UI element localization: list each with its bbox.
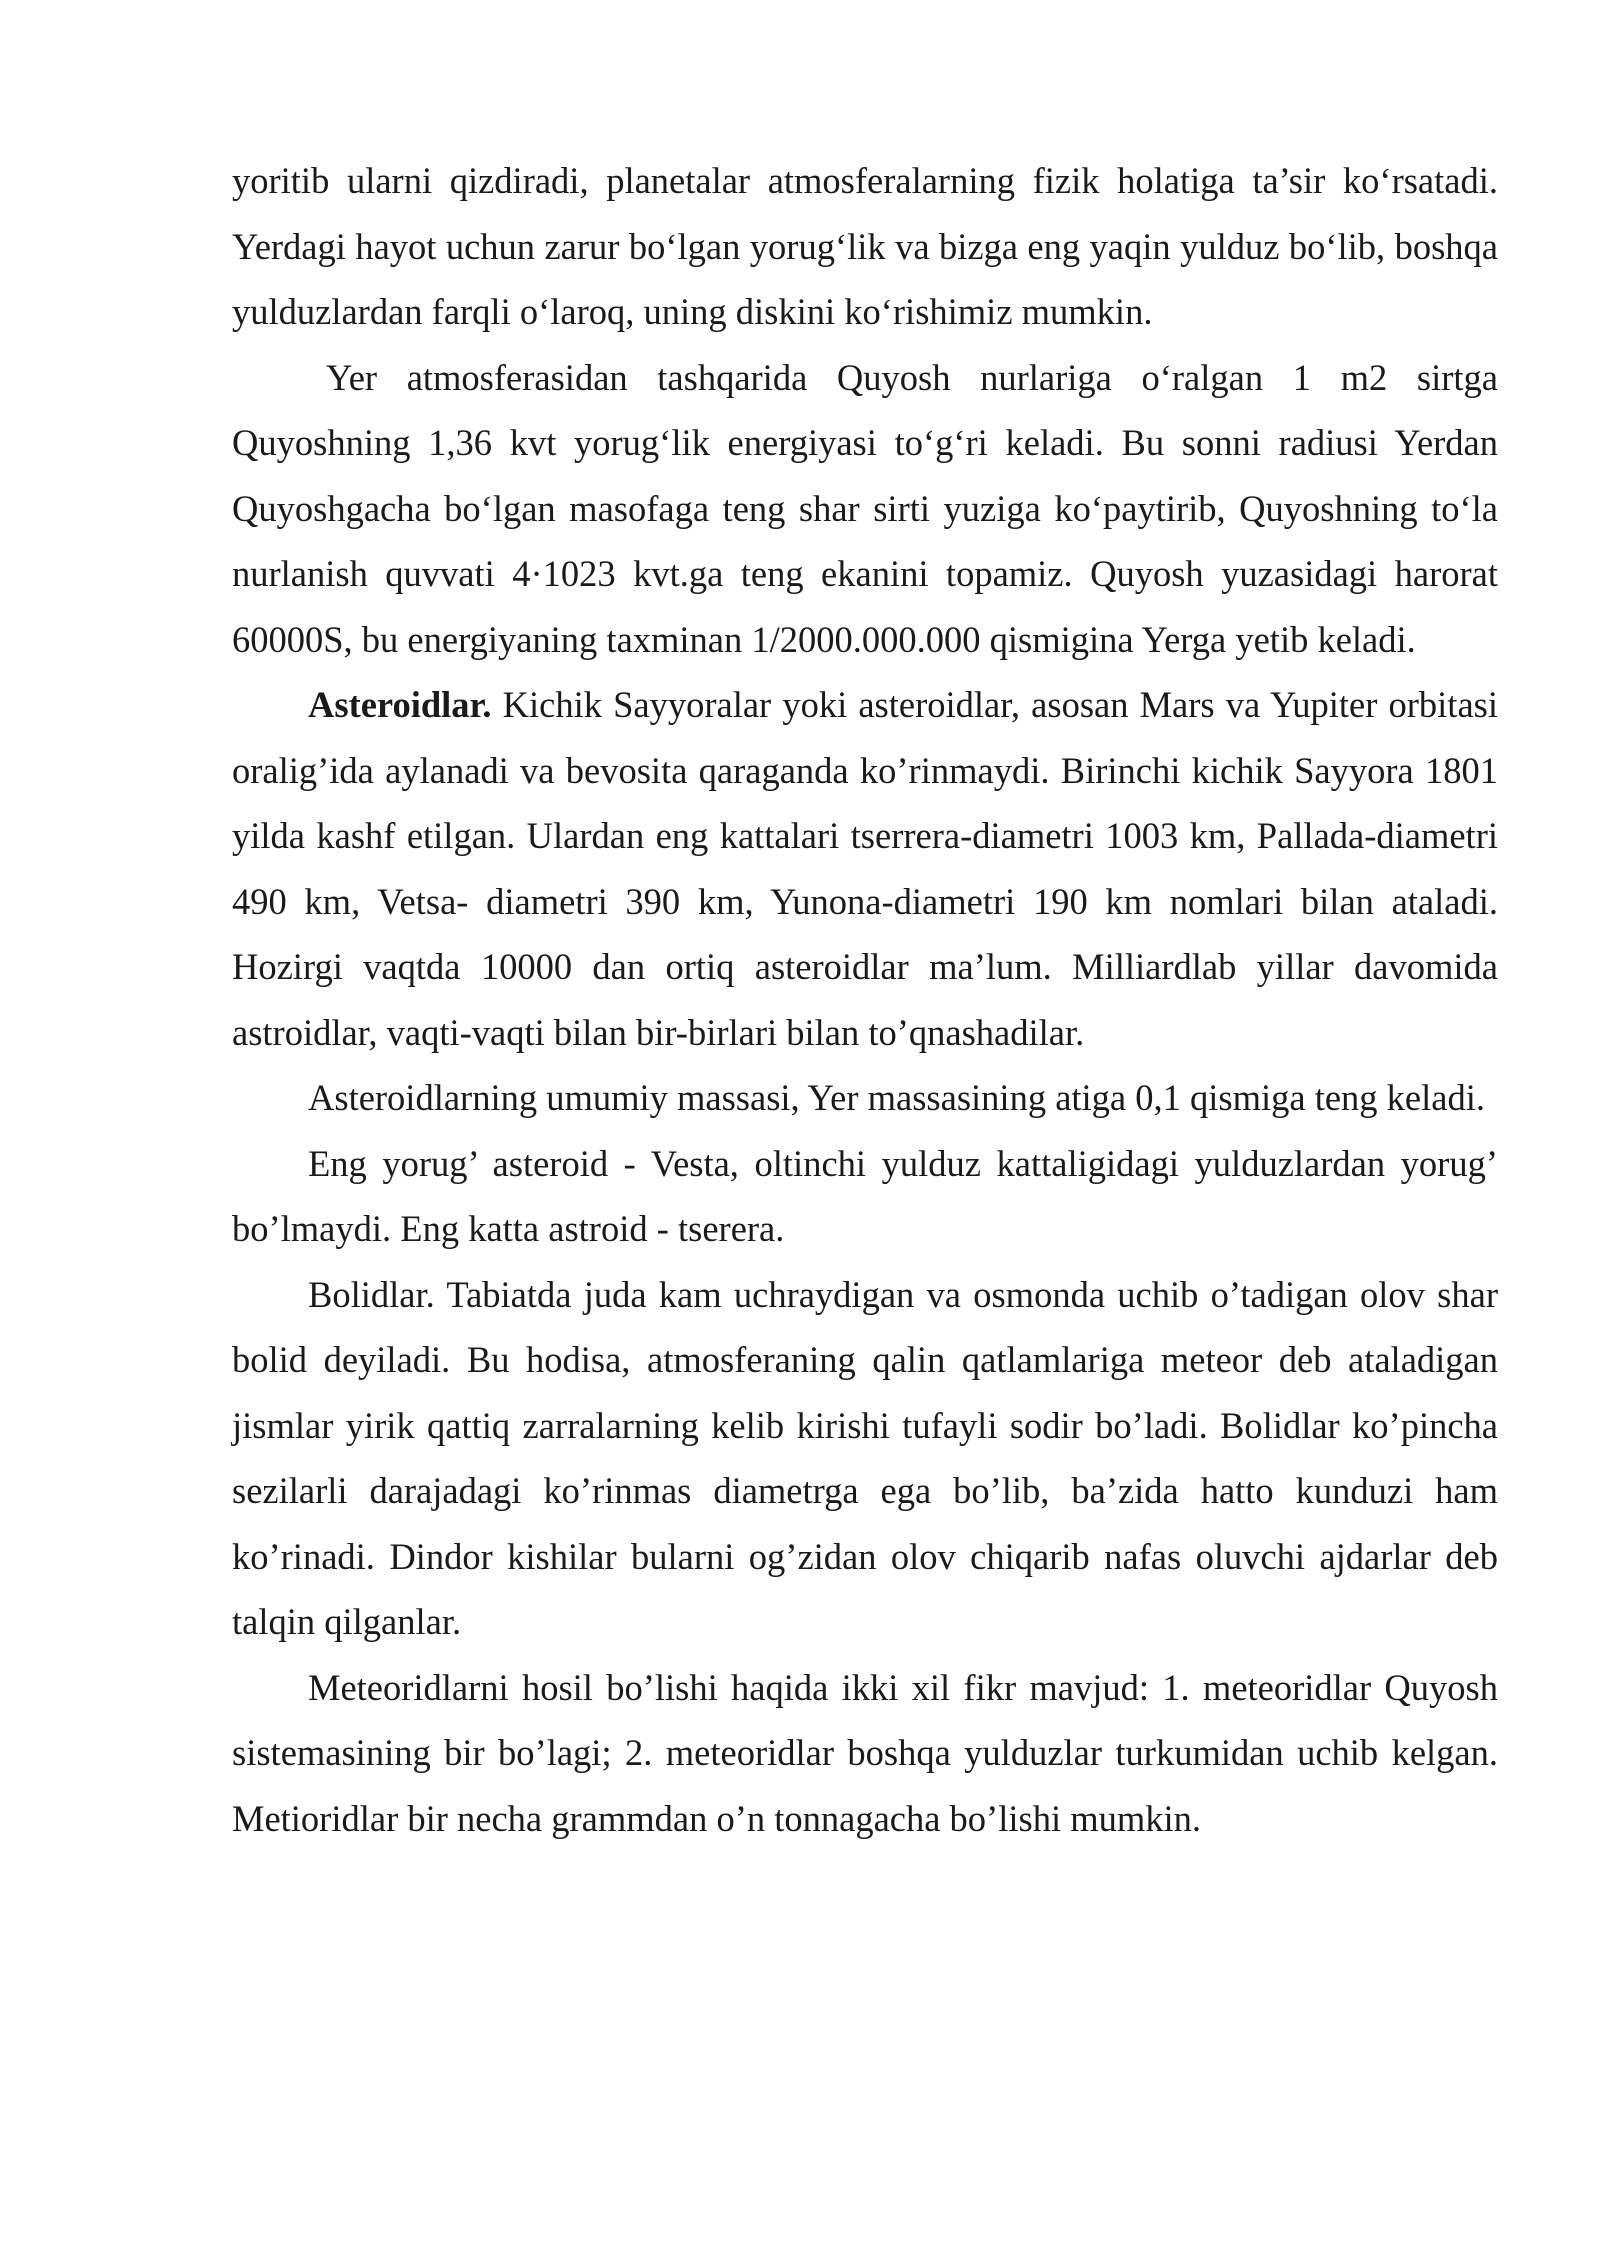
document-text-body xyxy=(232,148,1498,1851)
paragraph-asteroids xyxy=(232,672,1498,1065)
paragraph-bolides: Bolidlar. Tabiatda juda kam uchraydigan va osmonda uchib o’tadigan olov shar bolid deyiladi. Bu hodisa, atmosferaning qalin qatlamlariga meteor deb ataladigan jismlar yirik qattiq zarralarning kelib kirishi tufayli sodir bo’ladi. Bolidlar ko’pincha sezilarli darajadagi ko’rinmas diametrga ega bo’lib, ba’zida hatto kunduzi ham ko’rinadi. Dindor kishilar bularni og’zidan olov chiqarib nafas oluvchi ajdarlar deb talqin qilganlar. xyxy=(232,1273,1498,1642)
asteroids-heading: Asteroidlar. xyxy=(308,684,492,725)
paragraph-solar-energy: Yer atmosferasidan tashqarida Quyosh nurlariga o‘ralgan 1 m2 sirtga Quyoshning 1,36 kvt yorug‘lik energiyasi to‘g‘ri keladi. Bu sonni radiusi Yerdan Quyoshgacha bo‘lgan masofaga teng shar sirti yuziga ko‘paytirib, Quyoshning to‘la nurlanish quvvati 4·1023 kvt.ga teng ekanini topamiz. Quyosh yuzasidagi harorat 60000S, bu energiyaning taxminan 1/2000.000.000 qismigina Yerga yetib keladi. xyxy=(232,356,1498,660)
paragraph-meteorites: Meteoridlarni hosil bo’lishi haqida ikki xil fikr mavjud: 1. meteoridlar Quyosh sistemasining bir bo’lagi; 2. meteoridlar boshqa yulduzlar turkumidan uchib kelgan. Metioridlar bir necha grammdan o’n tonnagacha bo’lishi mumkin. xyxy=(232,1666,1498,1839)
paragraph-vesta: Eng yorug’ asteroid - Vesta, oltinchi yulduz kattaligidagi yulduzlardan yorug’ bo’lmaydi. Eng katta astroid - tserera. xyxy=(232,1142,1498,1249)
paragraph-asteroid-mass: Asteroidlarning umumiy massasi, Yer massasining atiga 0,1 qismiga teng keladi. xyxy=(308,1077,1485,1118)
asteroids-text: Kichik Sayyoralar yoki asteroidlar, asosan Mars va Yupiter orbitasi oralig’ida aylanadi va bevosita qaraganda ko’rinmaydi. Birinchi kichik Sayyora 1801 yilda kashf etilgan. Ulardan eng kattalari tserrera-diametri 1003 km, Pallada-diametri 490 km, Vetsa- diametri 390 km, Yunona-diametri 190 km nomlari bilan ataladi. Hozirgi vaqtda 10000 dan ortiq asteroidlar ma’lum. Milliardlab yillar davomida astroidlar, vaqti-vaqti bilan bir-birlari bilan to’qnashadilar. xyxy=(232,684,1498,1053)
paragraph-sun-continuation: yoritib ularni qizdiradi, planetalar atmosferalarning fizik holatiga ta’sir ko‘rsatadi. Yerdagi hayot uchun zarur bo‘lgan yorug‘lik va bizga eng yaqin yulduz bo‘lib, boshqa yulduzlardan farqli o‘laroq, uning diskini ko‘rishimiz mumkin. xyxy=(232,160,1498,332)
